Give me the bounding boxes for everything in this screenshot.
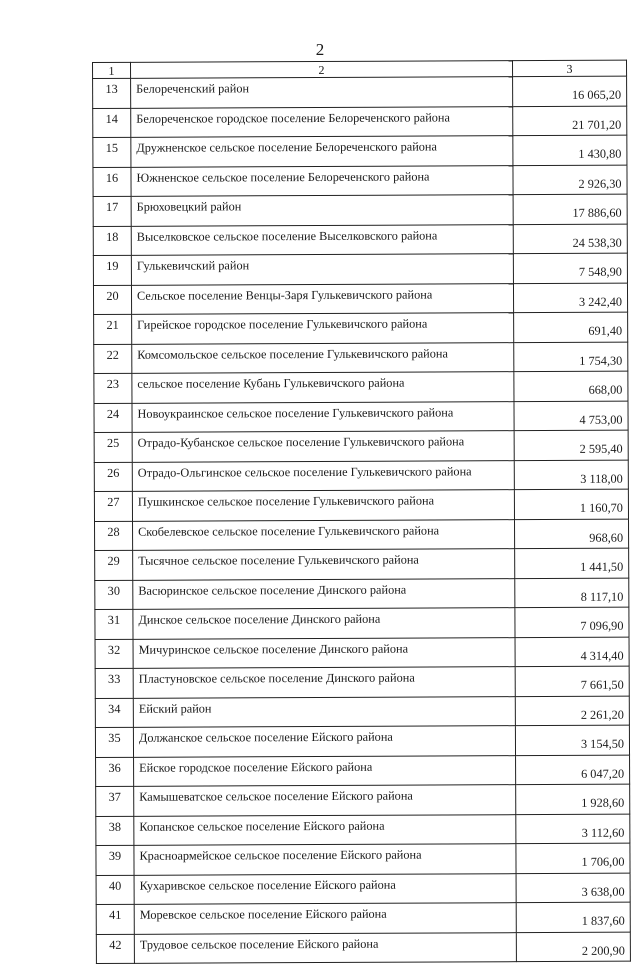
table-row <box>95 696 629 728</box>
table-body <box>93 60 631 963</box>
row-name: Васюринское сельское поселение Динского района <box>133 578 515 609</box>
row-number: 17 <box>93 196 131 226</box>
row-value: 3 242,40 <box>513 283 627 313</box>
column-header-2: 2 <box>131 61 513 79</box>
table-row <box>93 253 627 285</box>
row-name: Белореченский район <box>131 77 513 108</box>
row-number: 25 <box>94 432 132 462</box>
row-number: 14 <box>93 108 131 138</box>
row-name: Ейское городское поселение Ейского района <box>134 755 516 786</box>
row-name: сельское поселение Кубань Гулькевичского района <box>132 372 514 403</box>
table-row <box>95 607 629 639</box>
table-row <box>95 548 629 580</box>
table-row <box>95 578 629 610</box>
table-row <box>93 194 627 226</box>
row-number: 22 <box>94 344 132 374</box>
column-header-3: 3 <box>512 60 626 76</box>
row-name: Белореченское городское поселение Белореченского района <box>131 106 513 137</box>
table-row <box>96 843 630 875</box>
row-number: 24 <box>94 403 132 433</box>
row-name: Моревское сельское поселение Ейского района <box>134 903 516 934</box>
table-row <box>96 784 630 816</box>
row-value: 1 837,60 <box>516 902 630 932</box>
row-name: Мичуринское сельское поселение Динского района <box>133 637 515 668</box>
row-number: 26 <box>94 462 132 492</box>
row-name: Дружненское сельское поселение Белореченского района <box>131 136 513 167</box>
table-row <box>94 312 628 344</box>
row-name: Комсомольское сельское поселение Гулькевичского района <box>132 342 514 373</box>
row-name: Гулькевичский район <box>131 254 513 285</box>
row-number: 34 <box>95 698 133 728</box>
table-row <box>94 460 628 492</box>
row-number: 16 <box>93 167 131 197</box>
row-value: 8 117,10 <box>515 578 629 608</box>
data-table <box>92 60 631 964</box>
row-value: 24 538,30 <box>513 224 627 254</box>
table-row <box>93 135 627 167</box>
row-number: 27 <box>94 491 132 521</box>
table-row <box>94 401 628 433</box>
row-value: 691,40 <box>514 312 628 342</box>
table-row <box>95 519 629 551</box>
row-name: Динское сельское поселение Динского района <box>133 608 515 639</box>
row-number: 38 <box>96 816 134 846</box>
column-header-1: 1 <box>93 62 131 78</box>
table-row <box>93 165 627 197</box>
row-value: 3 112,60 <box>516 814 630 844</box>
row-value: 3 118,00 <box>514 460 628 490</box>
table-row <box>96 755 630 787</box>
row-value: 1 754,30 <box>514 342 628 372</box>
row-value: 1 706,00 <box>516 843 630 873</box>
row-value: 3 638,00 <box>516 873 630 903</box>
row-name: Трудовое сельское поселение Ейского района <box>134 932 516 963</box>
table-row <box>94 430 628 462</box>
row-name: Новоукраинское сельское поселение Гулькевичского района <box>132 401 514 432</box>
row-value: 7 096,90 <box>515 607 629 637</box>
row-number: 19 <box>93 255 131 285</box>
row-number: 29 <box>95 550 133 580</box>
row-value: 1 441,50 <box>515 548 629 578</box>
row-name: Пластуновское сельское поселение Динского района <box>133 667 515 698</box>
row-value: 968,60 <box>514 519 628 549</box>
row-name: Тысячное сельское поселение Гулькевичского района <box>133 549 515 580</box>
row-number: 13 <box>93 78 131 108</box>
table-row <box>96 902 630 934</box>
row-name: Отрадо-Кубанское сельское поселение Гулькевичского района <box>132 431 514 462</box>
table-row <box>93 76 627 108</box>
row-number: 28 <box>95 521 133 551</box>
row-number: 21 <box>94 314 132 344</box>
row-name: Брюховецкий район <box>131 195 513 226</box>
table-row <box>95 666 629 698</box>
row-number: 30 <box>95 580 133 610</box>
row-name: Пушкинское сельское поселение Гулькевичского района <box>132 490 514 521</box>
row-value: 1 160,70 <box>514 489 628 519</box>
table-row <box>93 106 627 138</box>
table-row <box>96 814 630 846</box>
row-number: 15 <box>93 137 131 167</box>
table-row <box>96 873 630 905</box>
row-number: 37 <box>96 786 134 816</box>
row-name: Отрадо-Ольгинское сельское поселение Гулькевичского района <box>132 460 514 491</box>
row-name: Скобелевское сельское поселение Гулькевичского района <box>133 519 515 550</box>
row-name: Красноармейское сельское поселение Ейского района <box>134 844 516 875</box>
row-name: Ейский район <box>133 696 515 727</box>
row-name: Копанское сельское поселение Ейского района <box>134 814 516 845</box>
row-name: Выселковское сельское поселение Выселковского района <box>131 224 513 255</box>
row-number: 35 <box>95 727 133 757</box>
row-name: Южненское сельское поселение Белореченского района <box>131 165 513 196</box>
row-name: Камышеватское сельское поселение Ейского района <box>134 785 516 816</box>
row-value: 3 154,50 <box>515 725 629 755</box>
row-name: Должанское сельское поселение Ейского района <box>133 726 515 757</box>
row-value: 1 928,60 <box>516 784 630 814</box>
row-value: 21 701,20 <box>513 106 627 136</box>
row-number: 39 <box>96 845 134 875</box>
table-row <box>94 342 628 374</box>
row-value: 7 548,90 <box>513 253 627 283</box>
row-number: 18 <box>93 226 131 256</box>
row-value: 2 261,20 <box>515 696 629 726</box>
row-value: 4 314,40 <box>515 637 629 667</box>
row-number: 33 <box>95 668 133 698</box>
row-value: 7 661,50 <box>515 666 629 696</box>
table-row <box>94 371 628 403</box>
row-number: 23 <box>94 373 132 403</box>
row-number: 36 <box>96 757 134 787</box>
row-number: 42 <box>96 934 134 964</box>
row-value: 17 886,60 <box>513 194 627 224</box>
row-value: 2 595,40 <box>514 430 628 460</box>
table-row <box>93 224 627 256</box>
row-value: 668,00 <box>514 371 628 401</box>
row-number: 32 <box>95 639 133 669</box>
row-number: 40 <box>96 875 134 905</box>
row-name: Гирейское городское поселение Гулькевичского района <box>132 313 514 344</box>
row-value: 4 753,00 <box>514 401 628 431</box>
table-row <box>95 637 629 669</box>
row-name: Сельское поселение Венцы-Заря Гулькевичского района <box>131 283 513 314</box>
table-row <box>95 725 629 757</box>
row-value: 16 065,20 <box>513 76 627 106</box>
row-value: 1 430,80 <box>513 135 627 165</box>
row-number: 20 <box>93 285 131 315</box>
row-number: 31 <box>95 609 133 639</box>
page-number: 2 <box>315 40 325 59</box>
table-row <box>94 489 628 521</box>
row-value: 2 200,90 <box>516 932 630 962</box>
row-value: 6 047,20 <box>516 755 630 785</box>
row-number: 41 <box>96 904 134 934</box>
table-row <box>93 283 627 315</box>
table-row <box>96 932 630 964</box>
row-name: Кухаривское сельское поселение Ейского района <box>134 873 516 904</box>
row-value: 2 926,30 <box>513 165 627 195</box>
